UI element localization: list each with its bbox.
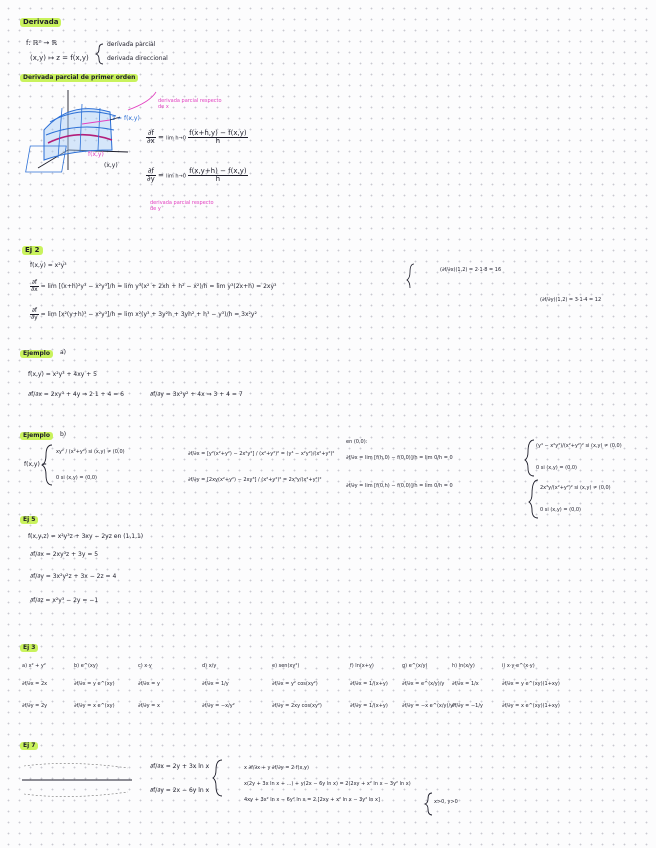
pink-note-x: derivada parcial respecto de x: [158, 98, 222, 110]
ej3-item-label: i) x·y·e^(x·y): [502, 663, 535, 669]
ej3-item-fx: ∂f/∂x = y e^(xy): [74, 681, 115, 687]
heading-ej3: Ej 3: [20, 644, 38, 652]
ej3-item-fy: ∂f/∂y = 2y: [22, 703, 48, 709]
ej3-item-fy: ∂f/∂y = −1/y: [452, 703, 483, 709]
brace-ej7-cond: [425, 793, 432, 815]
ejemplo-a-function: f(x,y) = x²y³ + 4xy + 5: [28, 371, 97, 378]
ej2-function: f(x,y) = x²y³: [30, 262, 67, 269]
heading-ej7: Ej 7: [20, 742, 38, 750]
ej3-item-fx: ∂f/∂x = 1/y: [202, 681, 229, 687]
surface-diagram: [26, 90, 156, 172]
ej2-eval-x: (∂f/∂x)(1,2) = 2·1·8 = 16: [440, 267, 502, 273]
ejemplo-b-case-1: xy² / (x²+y²) si (x,y) ≠ (0,0): [56, 449, 125, 455]
heading-ej5: Ej 5: [20, 516, 38, 524]
ej3-item-fx: ∂f/∂x = y² cos(xy²): [272, 681, 318, 687]
ejemplo-b-fx: ∂f/∂x = [y²(x²+y²) − 2x²y²] / (x²+y²)² = (y⁴ − x²y²)/(x²+y²)²: [188, 451, 335, 457]
ej3-item-fy: ∂f/∂y = 2xy cos(xy²): [272, 703, 322, 709]
ej2-row-y-text: = lim [x²(y+h)³ − x²y³]/h = lim x²(y³ + 3y²h + 3yh² + h³ − y³)/h = 3x²y²: [40, 311, 257, 318]
lim-label-x: lim h→0: [166, 135, 186, 142]
partial-x-definition: $\frac{\partial f}{\partial x}$ = lim h→0 $\frac{f(x+h,y) - f(x,y)}{h}$: [147, 129, 247, 145]
lim-label-y: lim h→0: [166, 173, 186, 180]
ej7-line-2: x(2y + 3x ln x + ...) + y(2x − 6y ln x) = 2(2xy + x² ln x − 3y² ln x): [244, 781, 411, 787]
heading-ej2: Ej 2: [22, 246, 43, 255]
ej5-fx: ∂f/∂x = 2xy³z + 3y = 5: [30, 551, 99, 558]
ej3-item-fx: ∂f/∂x = 1/x: [452, 681, 479, 687]
plane-label: f(x,y): [88, 151, 104, 158]
ejemplo-b-label: b): [60, 431, 67, 438]
ejemplo-b-fname: f(x,y) =: [24, 461, 47, 468]
ej3-item-fy: ∂f/∂y = −x/y²: [202, 703, 235, 709]
ej2-eval-y: (∂f/∂y)(1,2) = 3·1·4 = 12: [540, 297, 602, 303]
ejemplo-b-result-4: 0 si (x,y) = (0,0): [540, 507, 581, 513]
ej3-item-fy: ∂f/∂y = x e^(xy): [74, 703, 115, 709]
surface-label: z = f(x,y): [112, 115, 140, 122]
ej5-function: f(x,y,z) = x²y³z + 3xy − 2yz en (1,1,1): [28, 533, 144, 540]
ej2-row-x-text: = lim [(x+h)²y³ − x²y³]/h = lim y³(x² + 2xh + h² − x²)/h = lim y³(2x+h) = 2xy³: [40, 283, 277, 290]
ejemplo-b-fy: ∂f/∂y = [2xy(x²+y²) − 2xy³] / (x²+y²)² = 2x³y/(x²+y²)²: [188, 477, 322, 483]
brace-res-1: [525, 440, 534, 476]
brace-ej7: [213, 760, 222, 796]
ejemplo-b-case-2: 0 si (x,y) = (0,0): [56, 475, 97, 481]
ej3-item-fx: ∂f/∂x = 2x: [22, 681, 48, 687]
brace-intro: [96, 44, 103, 64]
ejemplo-b-result-2: 0 si (x,y) = (0,0): [536, 465, 577, 471]
ej3-item-fy: ∂f/∂y = −x e^(x/y)/y²: [402, 703, 456, 709]
ejemplo-a-fy: ∂f/∂y = 3x²y² + 4x ⇒ 3 + 4 = 7: [150, 391, 243, 398]
ej7-line-1: x ∂f/∂x + y ∂f/∂y = 2 f(x,y): [244, 765, 309, 771]
ej3-item-label: b) e^(xy): [74, 663, 98, 669]
fx-numerator: f(x+h,y) − f(x,y): [189, 129, 247, 137]
ej3-item-fx: ∂f/∂x = y e^(xy)(1+xy): [502, 681, 560, 687]
point-label: (x,y): [104, 162, 118, 169]
partial-y-definition: $\frac{\partial f}{\partial y}$ = lim h→0 $\frac{f(x,y+h) - f(x,y)}{h}$: [147, 167, 247, 183]
ej7-fy: ∂f/∂y = 2x − 6y ln x: [150, 787, 210, 794]
ejemplo-b-fx-origin: ∂f/∂x = lim [f(h,0) − f(0,0)]/h = lim 0/h = 0: [346, 455, 453, 461]
ejemplo-a-fx: ∂f/∂x = 2xy³ + 4y ⇒ 2·1 + 4 = 6: [28, 391, 124, 398]
ej3-item-label: a) x² + y²: [22, 663, 46, 669]
ej3-item-label: d) x/y: [202, 663, 217, 669]
ejemplo-b-result-3: 2x³y/(x²+y²)² si (x,y) ≠ (0,0): [540, 485, 611, 491]
heading-parciales: Derivada parcial de primer orden: [20, 74, 138, 82]
ej3-item-fx: ∂f/∂x = y: [138, 681, 160, 687]
ej7-conditions: x>0, y>0: [434, 799, 458, 805]
ej3-item-fy: ∂f/∂y = x: [138, 703, 160, 709]
ej5-fy: ∂f/∂y = 3x²y²z + 3x − 2z = 4: [30, 573, 117, 580]
ej7-line-3: 4xy + 3x² ln x − 6y² ln x = 2 [2xy + x² ln x − 3y² ln x]: [244, 797, 380, 803]
ej5-fz: ∂f/∂z = x²y³ − 2y = −1: [30, 597, 99, 604]
ej7-fx: ∂f/∂x = 2y + 3x ln x: [150, 763, 210, 770]
ej3-item-label: c) x·y: [138, 663, 152, 669]
ejemplo-b-fy-origin: ∂f/∂y = lim [f(0,h) − f(0,0)]/h = lim 0/h = 0: [346, 483, 453, 489]
pink-note-y: derivada parcial respecto de y: [150, 200, 214, 212]
ej3-item-fx: ∂f/∂x = e^(x/y)/y: [402, 681, 445, 687]
ej2-row-x: $\frac{\partial f}{\partial x}$ = lim [(x+h)²y³ − x²y³]/h = lim y³(x² + 2xh + h² − x²)/h = lim y³(2x+h) = 2xy³: [31, 279, 277, 293]
ej3-item-fx: ∂f/∂x = 1/(x+y): [350, 681, 388, 687]
heading-ejemplo-b: Ejemplo: [20, 432, 53, 440]
heading-derivada: Derivada: [20, 18, 61, 27]
ej3-item-label: e) sen(xy²): [272, 663, 300, 669]
fy-numerator: f(x,y+h) − f(x,y): [189, 167, 247, 175]
heading-ejemplo-a: Ejemplo: [20, 350, 53, 358]
ejemplo-a-label: a): [60, 349, 67, 356]
map-definition: f: ℝ² → ℝ: [26, 39, 58, 47]
fx-denominator: h: [215, 137, 221, 145]
brace-label-partial: derivada parcial: [107, 41, 156, 48]
ejemplo-b-result-1: (y⁴ − x²y²)/(x²+y²)² si (x,y) ≠ (0,0): [536, 443, 622, 449]
ej2-row-y: $\frac{\partial f}{\partial y}$ = lim [x²(y+h)³ − x²y³]/h = lim x²(y³ + 3y²h + 3yh² + h³ − y³)/h = 3x²y²: [31, 307, 257, 321]
brace-res-2: [529, 480, 538, 518]
fy-denominator: h: [215, 175, 221, 183]
ej3-item-fy: ∂f/∂y = 1/(x+y): [350, 703, 388, 709]
ej3-item-label: f) ln(x+y): [350, 663, 374, 669]
ejemplo-b-at-origin: en (0,0):: [346, 439, 368, 445]
point-mapping: (x,y) ↦ z = f(x,y): [30, 54, 89, 62]
ej3-item-fy: ∂f/∂y = x e^(xy)(1+xy): [502, 703, 560, 709]
ej3-item-label: h) ln(x/y): [452, 663, 475, 669]
brace-label-directional: derivada direccional: [107, 55, 168, 62]
ej3-item-label: g) e^(x/y): [402, 663, 428, 669]
